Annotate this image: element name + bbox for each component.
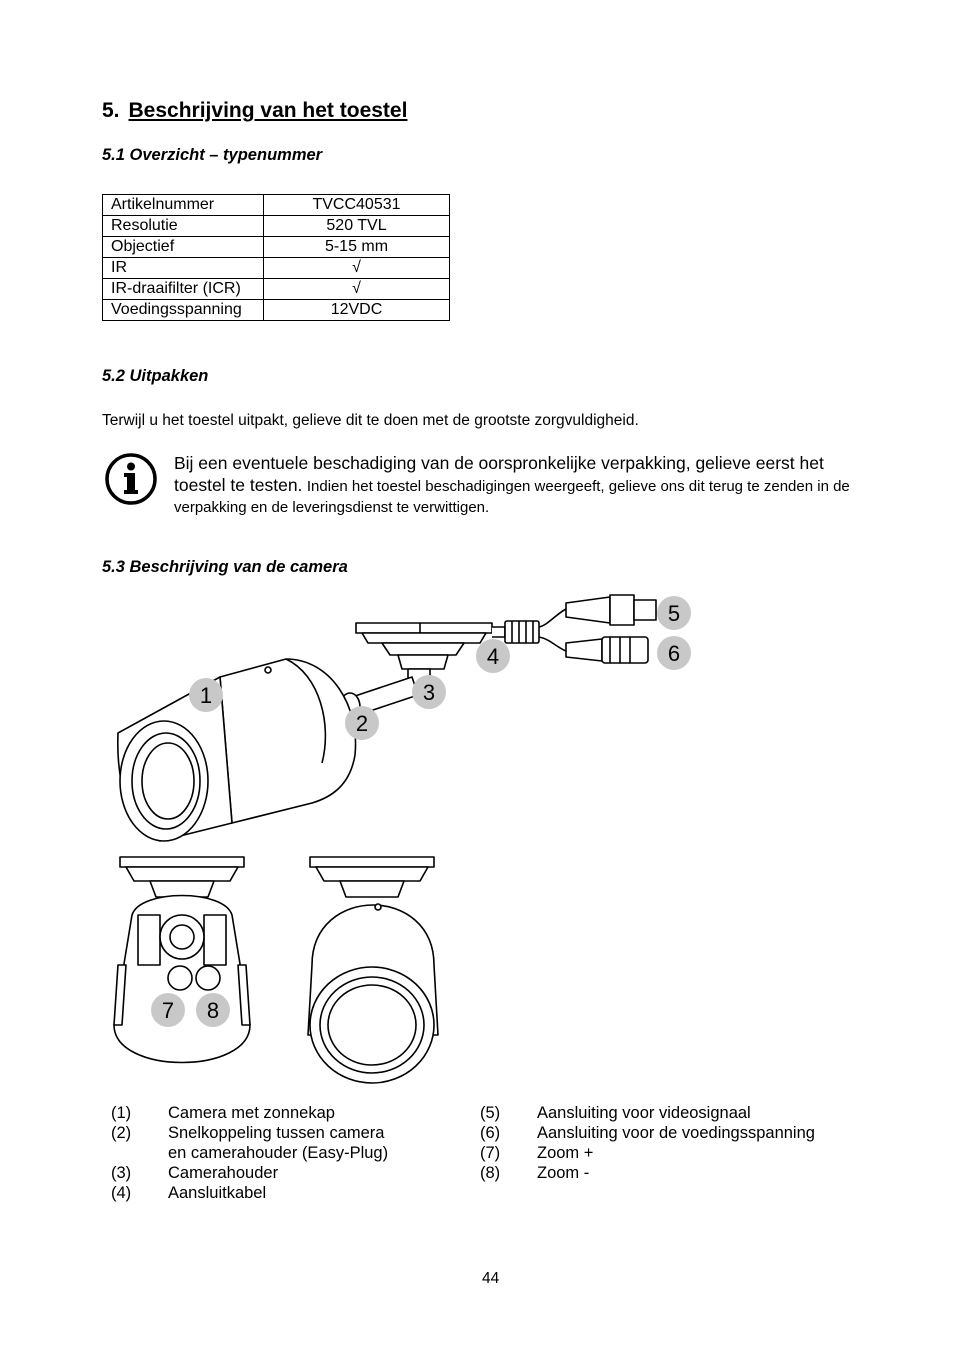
table-row <box>103 279 450 300</box>
legend-item <box>111 1123 451 1143</box>
callout-5: 5 <box>667 601 681 626</box>
spec-label: Artikelnummer <box>103 195 264 216</box>
spec-value: 12VDC <box>264 300 450 321</box>
legend-item <box>111 1163 451 1183</box>
camera-front-view <box>308 857 438 1083</box>
table-row <box>103 216 450 237</box>
callout-1: 1 <box>199 683 213 708</box>
spec-value: √ <box>264 258 450 279</box>
legend-number: (6) <box>480 1124 501 1142</box>
page-number: 44 <box>482 1270 500 1287</box>
legend-number: (7) <box>480 1144 501 1162</box>
power-connector <box>566 637 648 663</box>
legend-text: en camerahouder (Easy-Plug) <box>168 1144 389 1162</box>
spec-value: 520 TVL <box>264 216 450 237</box>
spec-table <box>102 194 450 321</box>
legend-item <box>111 1143 451 1163</box>
legend-text: Camera met zonnekap <box>168 1104 335 1122</box>
intro-text: Terwijl u het toestel uitpakt, gelieve dit te doen met de grootste zorgvuldigheid. <box>102 412 639 429</box>
legend-item <box>111 1183 451 1203</box>
legend-text: Aansluitkabel <box>168 1184 267 1202</box>
subsection-title-camera: 5.3 Beschrijving van de camera <box>102 558 348 576</box>
callout-4: 4 <box>486 644 500 669</box>
table-row <box>103 237 450 258</box>
spec-label: IR-draaifilter (ICR) <box>103 279 264 300</box>
section-number: 5. <box>102 99 120 122</box>
legend-number: (1) <box>111 1104 132 1122</box>
spec-label: IR <box>103 258 264 279</box>
legend-number: (5) <box>480 1104 501 1122</box>
subsection-title-unpacking: 5.2 Uitpakken <box>102 367 209 385</box>
legend-item <box>480 1143 880 1163</box>
spec-value: 5-15 mm <box>264 237 450 258</box>
callout-7: 7 <box>161 998 175 1023</box>
legend-text: Snelkoppeling tussen camera <box>168 1124 385 1142</box>
spec-label: Voedingsspanning <box>103 300 264 321</box>
section-heading <box>102 99 407 123</box>
legend-text: Zoom + <box>537 1144 594 1162</box>
camera-body <box>118 659 356 841</box>
callout-8: 8 <box>206 998 220 1023</box>
legend-text: Zoom - <box>537 1164 590 1182</box>
table-row <box>103 195 450 216</box>
spec-value: TVCC40531 <box>264 195 450 216</box>
legend-right <box>480 1103 880 1183</box>
legend-text: Aansluiting voor videosignaal <box>537 1104 751 1122</box>
video-connector <box>566 595 656 625</box>
legend-item <box>480 1123 880 1143</box>
callout-3: 3 <box>422 680 436 705</box>
table-row <box>103 300 450 321</box>
subsection-title-overview: 5.1 Overzicht – typenummer <box>102 146 323 164</box>
legend-number <box>111 1143 168 1163</box>
table-row <box>103 258 450 279</box>
spec-label: Objectief <box>103 237 264 258</box>
legend-left <box>111 1103 451 1203</box>
legend-item <box>480 1163 880 1183</box>
legend-number: (3) <box>111 1164 132 1182</box>
legend-text: Camerahouder <box>168 1164 279 1182</box>
camera-mount-plate <box>356 623 492 669</box>
spec-value: √ <box>264 279 450 300</box>
legend-number: (2) <box>111 1124 132 1142</box>
legend-text: Aansluiting voor de voedingsspanning <box>537 1124 815 1142</box>
info-icon <box>104 452 158 506</box>
legend-number: (8) <box>480 1164 501 1182</box>
section-title: Beschrijving van het toestel <box>128 99 408 122</box>
camera-bottom-view <box>114 857 250 1063</box>
legend-number: (4) <box>111 1184 132 1202</box>
legend-item <box>480 1103 880 1123</box>
spec-label: Resolutie <box>103 216 264 237</box>
notice-text <box>174 453 874 518</box>
callout-6: 6 <box>667 641 681 666</box>
camera-diagram <box>100 585 720 1085</box>
callout-2: 2 <box>355 711 369 736</box>
notice-rest: Indien het toestel beschadigingen weergeeft, gelieve ons dit terug te zenden in de verpakking en de leveringsdienst te verwittigen. <box>174 478 850 516</box>
legend-item <box>111 1103 451 1123</box>
notice-lead: Bij een eventuele beschadiging van de oorspronkelijke verpakking, gelieve eerst het toestel te testen. <box>174 453 824 495</box>
